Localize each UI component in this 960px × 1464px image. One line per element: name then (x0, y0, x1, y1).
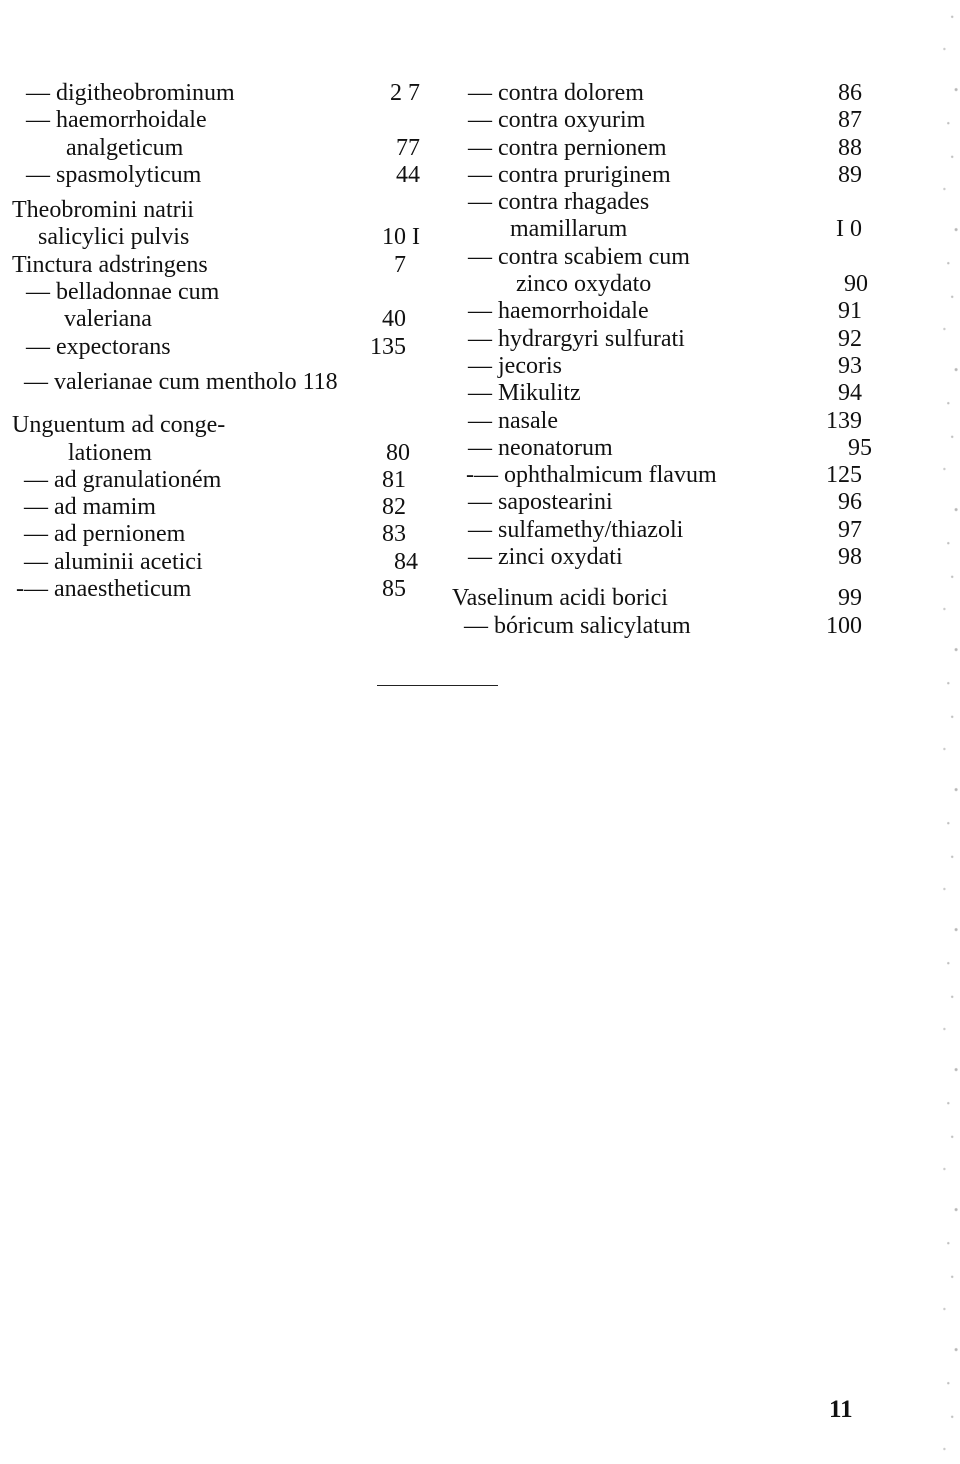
entry-text: — belladonnae cum (26, 279, 220, 306)
entry-text: — contra pruriginem (468, 161, 671, 188)
index-entry (452, 380, 862, 407)
entry-number: 88 (838, 134, 862, 161)
index-entry (452, 462, 862, 489)
entry-text: Theobromini natrii (12, 197, 194, 224)
scan-edge-noise (934, 0, 960, 1464)
entry-text: — neonatorum (468, 434, 613, 461)
entry-text: zinco oxydato (516, 271, 652, 298)
index-entry (452, 544, 862, 571)
index-entry (12, 306, 420, 333)
entry-number: 44 (396, 161, 420, 188)
section-divider (377, 685, 498, 686)
index-column-left (12, 80, 420, 603)
index-entry (452, 80, 862, 107)
entry-number: 100 (826, 612, 862, 639)
entry-number: 98 (838, 544, 862, 571)
index-entry (12, 576, 420, 603)
entry-number: 7 (394, 251, 406, 278)
index-entry (452, 613, 862, 640)
entry-text: — haemorrhoidale (468, 298, 649, 325)
index-entry (12, 467, 420, 494)
index-entry (12, 224, 420, 251)
entry-number: 99 (838, 585, 862, 612)
index-entry (452, 107, 862, 134)
entry-text: — contra pernionem (468, 134, 667, 161)
entry-text: — contra rhagades (468, 189, 650, 216)
entry-number: 92 (838, 325, 862, 352)
entry-text: — jecoris (468, 352, 562, 379)
entry-number: 84 (394, 548, 418, 575)
index-entry (12, 549, 420, 576)
index-entry (12, 162, 420, 189)
index-entry (452, 189, 862, 216)
index-entry (452, 216, 862, 243)
entry-text: — haemorrhoidale (26, 107, 207, 134)
page-number: 11 (829, 1396, 853, 1423)
index-entry (12, 521, 420, 548)
entry-number: 86 (838, 80, 862, 106)
entry-text: — digitheobrominum (26, 80, 235, 106)
index-entry (452, 585, 862, 612)
entry-text: — contra scabiem cum (468, 243, 690, 270)
index-entry (12, 135, 420, 162)
entry-text: — Mikulitz (468, 380, 581, 407)
index-entry (452, 489, 862, 516)
entry-number: 139 (826, 407, 862, 434)
entry-number: 10 I (382, 224, 420, 251)
entry-text: Unguentum ad conge- (12, 412, 226, 439)
entry-text: — ad granulationém (24, 466, 222, 493)
index-entry (12, 80, 420, 107)
index-entry (12, 197, 420, 224)
index-entry (452, 353, 862, 380)
index-entry (12, 494, 420, 521)
index-entry (12, 440, 420, 467)
entry-text: -— ophthalmicum flavum (466, 462, 717, 489)
entry-number: 125 (826, 462, 862, 489)
entry-text: — contra oxyurim (468, 107, 646, 134)
entry-text: analgeticum (66, 134, 184, 161)
entry-text: valeriana (64, 306, 152, 333)
index-entry (452, 298, 862, 325)
entry-text: — nasale (468, 407, 558, 434)
entry-text: mamillarum (510, 216, 628, 243)
entry-text: lationem (68, 439, 152, 466)
entry-text: — contra dolorem (468, 80, 644, 106)
index-entry (452, 162, 862, 189)
index-entry (12, 252, 420, 279)
entry-text: Tinctura adstringens (12, 251, 208, 278)
entry-text: Vaselinum acidi borici (452, 585, 668, 612)
index-entry (12, 412, 420, 439)
entry-text: — aluminii acetici (24, 548, 203, 575)
entry-number: 87 (838, 107, 862, 134)
entry-number: I 0 (836, 216, 862, 243)
index-entry (452, 244, 862, 271)
index-entry (452, 434, 872, 462)
entry-text: — zinci oxydati (468, 544, 623, 571)
entry-number: 90 (844, 271, 868, 298)
entry-number: 2 7 (390, 80, 420, 106)
index-entry (452, 326, 862, 353)
entry-text: — spasmolyticum (26, 161, 202, 188)
entry-number: 135 (370, 333, 406, 360)
index-entry (12, 334, 420, 361)
index-entry (452, 271, 868, 298)
index-entry (452, 408, 862, 435)
entry-text: salicylici pulvis (38, 224, 190, 251)
index-entry (12, 279, 420, 306)
entry-number: 94 (838, 380, 862, 407)
entry-number: 81 (382, 466, 406, 493)
entry-text: — ad mamim (24, 494, 156, 521)
entry-number: 96 (838, 489, 862, 516)
entry-text: — bóricum salicylatum (464, 612, 691, 639)
entry-number: 95 (848, 434, 872, 461)
entry-number: 83 (382, 521, 406, 548)
entry-text: — expectorans (26, 333, 171, 360)
entry-text: — ad pernionem (24, 521, 186, 548)
index-entry (452, 135, 862, 162)
entry-number: 97 (838, 516, 862, 543)
entry-number: 82 (382, 494, 406, 521)
entry-text: — valerianae cum mentholo 118 (24, 368, 338, 395)
entry-text: -— anaestheticum (16, 576, 192, 603)
entry-number: 91 (838, 298, 862, 325)
entry-number: 77 (396, 134, 420, 161)
entry-number: 93 (838, 352, 862, 379)
entry-text: — sapostearini (468, 489, 613, 516)
entry-number: 85 (382, 576, 406, 603)
entry-number: 40 (382, 306, 406, 333)
entry-number: 89 (838, 161, 862, 188)
index-entry (12, 107, 420, 134)
index-column-right (452, 80, 872, 640)
index-entry (452, 517, 862, 544)
entry-text: — sulfamethy/thiazoli (468, 516, 684, 543)
index-entry (12, 369, 420, 396)
entry-text: — hydrargyri sulfurati (468, 325, 685, 352)
entry-number: 80 (386, 439, 410, 466)
